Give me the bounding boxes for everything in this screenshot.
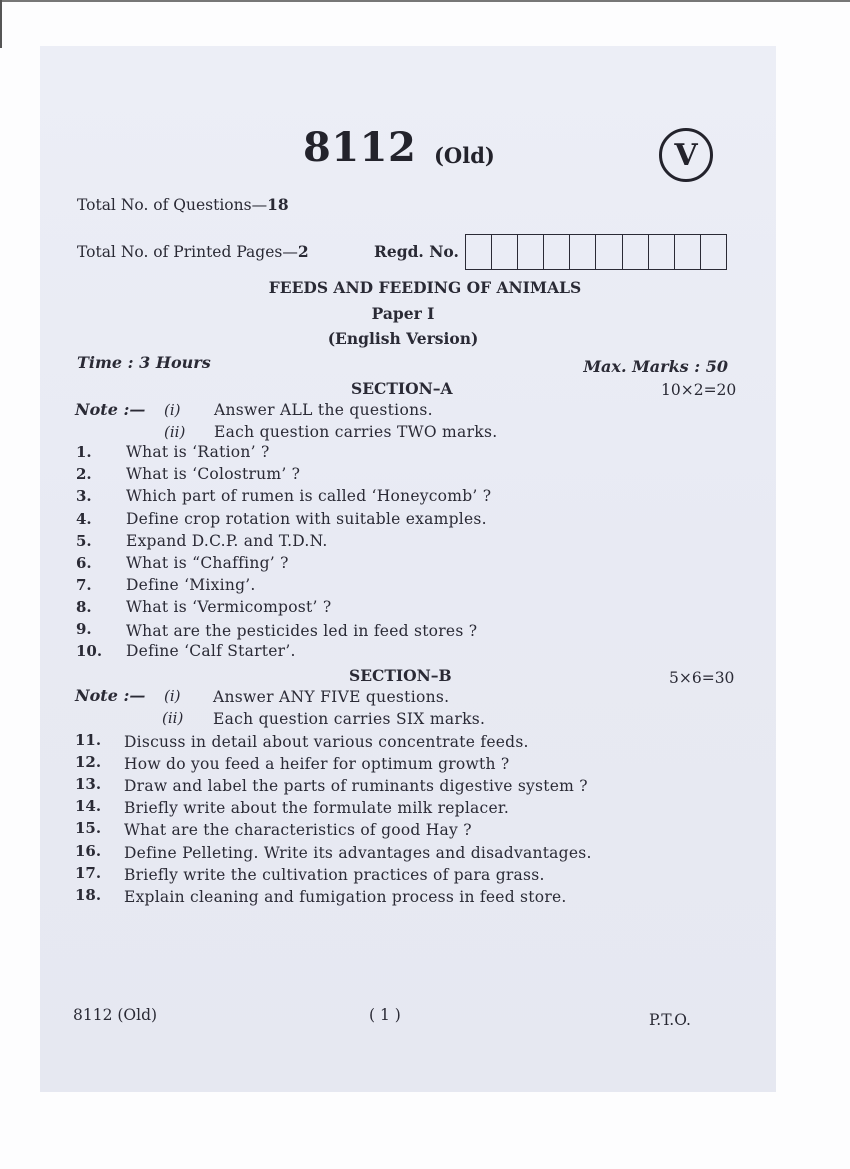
total-pages-label: Total No. of Printed Pages—: [77, 243, 298, 261]
regd-no-digit-box: [570, 235, 596, 269]
footer-pto: P.T.O.: [649, 1011, 691, 1029]
section-a-heading: SECTION–A: [351, 379, 453, 398]
section-b-note-num: (i): [164, 687, 181, 705]
version-label: (English Version): [327, 329, 479, 348]
section-a-note-text: Answer ALL the questions.: [214, 401, 433, 419]
paper-label: Paper I: [371, 304, 435, 323]
scan-edge-top: [0, 0, 850, 2]
question-number: 18.: [75, 886, 102, 904]
question-text: What is ‘Colostrum’ ?: [126, 465, 301, 483]
footer-page-number: ( 1 ): [369, 1006, 401, 1024]
max-marks: Max. Marks : 50: [583, 357, 728, 376]
regd-no-digit-box: [596, 235, 622, 269]
section-a-note-num: (i): [164, 401, 181, 419]
question-number: 17.: [75, 864, 102, 882]
question-text: Define ‘Mixing’.: [126, 576, 256, 594]
question-number: 5.: [76, 532, 92, 550]
question-text: What is “Chaffing’ ?: [126, 554, 289, 572]
regd-no-digit-box: [623, 235, 649, 269]
total-pages: [77, 242, 309, 261]
question-number: 3.: [76, 487, 92, 505]
subject-title: FEEDS AND FEEDING OF ANIMALS: [268, 278, 582, 297]
section-b-note-text: Answer ANY FIVE questions.: [213, 688, 450, 706]
regd-no-digit-box: [675, 235, 701, 269]
question-number: 9.: [76, 620, 92, 638]
question-text: What is ‘Ration’ ?: [126, 443, 270, 461]
question-number: 15.: [75, 819, 102, 837]
version-badge: [659, 128, 713, 182]
regd-no-digit-box: [466, 235, 492, 269]
question-number: 2.: [76, 465, 92, 483]
question-text: Which part of rumen is called ‘Honeycomb’ ?: [126, 487, 492, 505]
regd-no-digit-box: [492, 235, 518, 269]
scan-edge-left: [0, 0, 2, 48]
question-text: Briefly write the cultivation practices of para grass.: [124, 866, 545, 884]
question-text: Define crop rotation with suitable examples.: [126, 510, 487, 528]
question-number: 4.: [76, 510, 92, 528]
question-number: 8.: [76, 598, 92, 616]
question-text: Draw and label the parts of ruminants digestive system ?: [124, 777, 588, 795]
paper-code-suffix: (Old): [434, 143, 495, 168]
question-text: What is ‘Vermicompost’ ?: [126, 598, 332, 616]
section-b-note-label: Note :—: [75, 686, 146, 705]
section-a-note-num: (ii): [164, 423, 186, 441]
question-text: Briefly write about the formulate milk replacer.: [124, 799, 510, 817]
total-pages-value: 2: [297, 242, 309, 261]
section-b-note-num: (ii): [162, 709, 184, 727]
question-text: Expand D.C.P. and T.D.N.: [126, 532, 328, 550]
section-a-note-label: Note :—: [75, 400, 146, 419]
question-text: Discuss in detail about various concentrate feeds.: [124, 733, 529, 751]
version-badge-letter: V: [674, 137, 698, 173]
question-number: 6.: [76, 554, 92, 572]
time-allowed: Time : 3 Hours: [77, 353, 211, 372]
regd-no-boxes: [465, 234, 727, 270]
section-a-marks: 10×2=20: [661, 381, 737, 399]
section-b-note-text: Each question carries SIX marks.: [213, 710, 486, 728]
regd-no-digit-box: [649, 235, 675, 269]
question-text: What are the pesticides led in feed stores ?: [126, 622, 478, 640]
question-number: 10.: [76, 642, 103, 660]
paper-code: 8112: [303, 124, 417, 171]
question-text: What are the characteristics of good Hay ?: [124, 821, 472, 839]
section-b-heading: SECTION–B: [349, 666, 452, 685]
question-number: 14.: [75, 797, 102, 815]
question-text: How do you feed a heifer for optimum growth ?: [124, 755, 510, 773]
question-text: Define ‘Calf Starter’.: [126, 642, 296, 660]
section-b-marks: 5×6=30: [669, 669, 735, 687]
question-text: Explain cleaning and fumigation process in feed store.: [124, 888, 567, 906]
question-number: 13.: [75, 775, 102, 793]
total-questions: [77, 195, 289, 214]
total-questions-label: Total No. of Questions—: [77, 196, 268, 214]
question-number: 16.: [75, 842, 102, 860]
question-number: 12.: [75, 753, 102, 771]
regd-no-digit-box: [518, 235, 544, 269]
question-number: 11.: [75, 731, 102, 749]
regd-no-digit-box: [544, 235, 570, 269]
footer-paper-code: 8112 (Old): [73, 1006, 158, 1024]
question-number: 1.: [76, 443, 92, 461]
question-number: 7.: [76, 576, 92, 594]
regd-no-digit-box: [701, 235, 726, 269]
section-a-note-text: Each question carries TWO marks.: [214, 423, 498, 441]
regd-no-label: Regd. No.: [374, 242, 459, 261]
total-questions-value: 18: [267, 195, 289, 214]
question-text: Define Pelleting. Write its advantages and disadvantages.: [124, 844, 592, 862]
